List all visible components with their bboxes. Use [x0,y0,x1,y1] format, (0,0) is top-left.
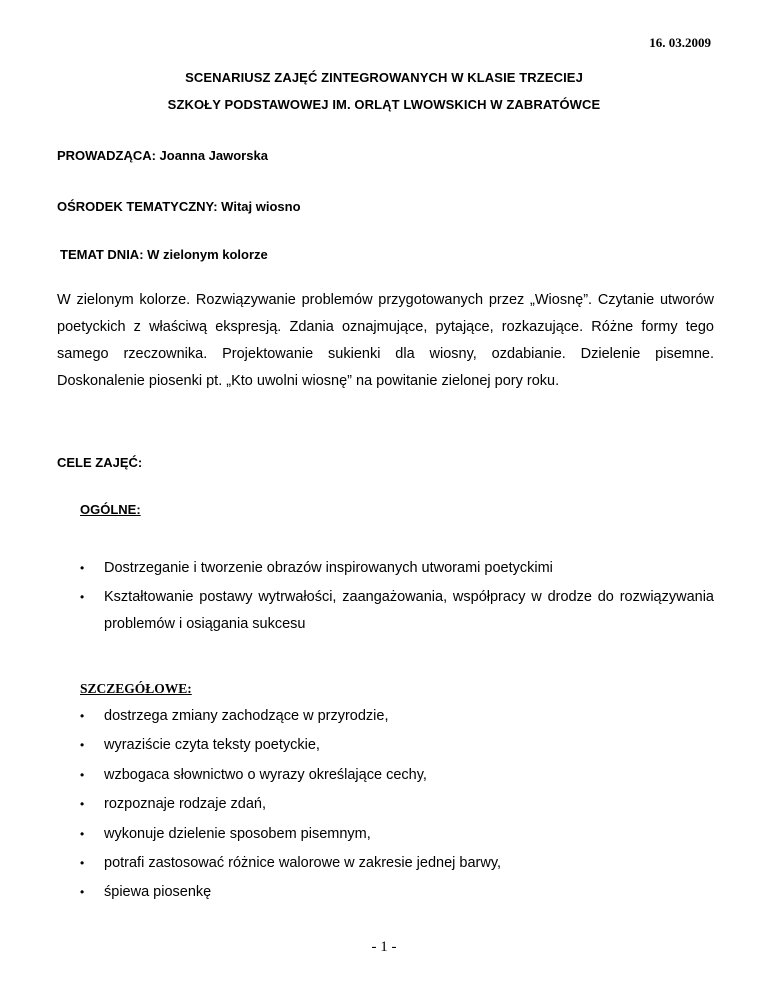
bullet-icon: • [80,767,85,782]
general-goals-heading: OGÓLNE: [80,502,141,517]
list-item [0,557,768,586]
bullet-icon: • [80,826,85,841]
detailed-goals-list [0,705,768,911]
document-date: 16. 03.2009 [649,35,711,50]
theme-line: OŚRODEK TEMATYCZNY: Witaj wiosno [57,199,301,214]
list-item [0,734,768,763]
list-item [0,586,768,642]
list-item [0,881,768,910]
list-item-text: rozpoznaje rodzaje zdań, [104,796,267,813]
topic-line: TEMAT DNIA: W zielonym kolorze [60,247,268,262]
bullet-icon: • [80,590,85,604]
general-goals-list [0,557,768,642]
bullet-icon: • [80,855,85,870]
bullet-icon: • [80,709,85,723]
list-item-text: wzbogaca słownictwo o wyrazy określające cechy, [104,766,427,783]
list-item-text: wykonuje dzielenie sposobem pisemnym, [104,825,371,842]
page-number: - 1 - [371,939,397,955]
bullet-icon: • [80,561,85,575]
list-item [0,793,768,822]
bullet-icon: • [80,797,85,812]
intro-paragraph: W zielonym kolorze. Rozwiązywanie problemów przygotowanych przez „Wiosnę”. Czytanie utworów poetyckich z właściwą ekspresją. Zdania oznajmujące, pytające, rozkazujące. Różne formy tego samego rzeczownika. Projektowanie sukienki dla wiosny, ozdabianie. Dzielenie pisemne. Doskonalenie piosenki pt. „Kto uwolni wiosnę” na powitanie zielonej pory roku. [57,292,714,389]
list-item [0,764,768,793]
list-item-text: potrafi zastosować różnice walorowe w zakresie jednej barwy, [104,854,502,871]
goals-heading: CELE ZAJĘĆ: [57,455,143,470]
list-item [0,705,768,734]
list-item [0,823,768,852]
list-item-text: dostrzega zmiany zachodzące w przyrodzie, [104,708,389,724]
detailed-goals-heading: SZCZEGÓŁOWE: [80,681,192,696]
list-item-text: Dostrzeganie i tworzenie obrazów inspirowanych utworami poetyckimi [104,560,553,576]
teacher-line: PROWADZĄCA: Joanna Jaworska [57,148,268,163]
list-item-text: wyraziście czyta teksty poetyckie, [104,737,320,754]
list-item-text: Kształtowanie postawy wytrwałości, zaangażowania, współpracy w drodze do rozwiązywania problemów i osiągania sukcesu [104,589,714,632]
title-line-2: SZKOŁY PODSTAWOWEJ IM. ORLĄT LWOWSKICH W ZABRATÓWCE [167,97,601,112]
list-item [0,852,768,881]
bullet-icon: • [80,885,85,900]
title-line-1: SCENARIUSZ ZAJĘĆ ZINTEGROWANYCH W KLASIE TRZECIEJ [185,70,583,85]
bullet-icon: • [80,738,85,753]
list-item-text: śpiewa piosenkę [104,884,212,901]
